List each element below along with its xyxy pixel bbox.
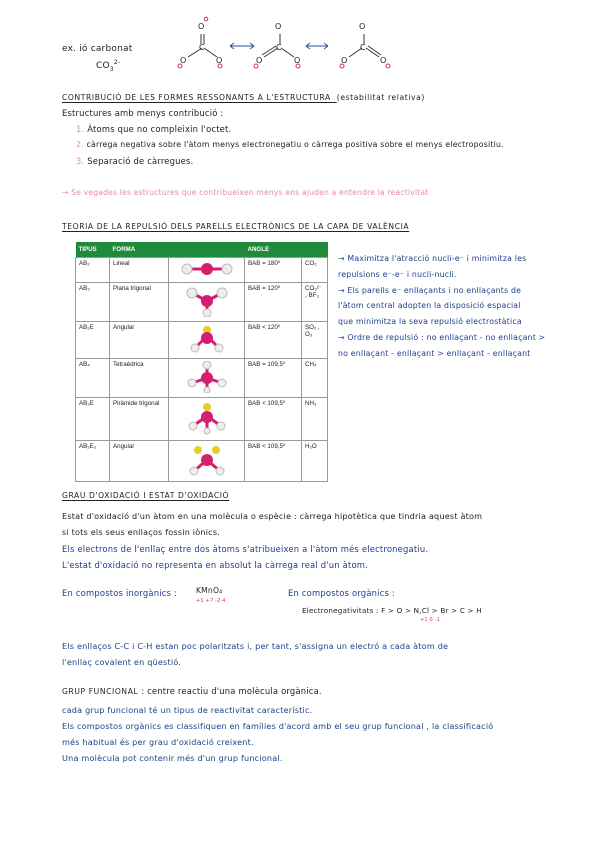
atom-label: O — [294, 56, 301, 65]
vsepr-table — [75, 242, 328, 482]
atom-label: O — [359, 22, 366, 31]
functional-group-lines: cada grup funcional té un tipus de reactivitat característic. Els compostos orgànics es classifiquen en famílies d'acord amb el seu grup funcional , la classificació més habitual és per grau d'oxidació creixent. Una molècula pot contenir més d'un grup funcional. — [62, 705, 494, 763]
resonance-intro: Estructures amb menys contribució : — [62, 108, 224, 118]
vsepr-note-line: repulsions e⁻-e⁻ i nucli-nucli. — [338, 269, 457, 279]
column-header: TIPUS — [76, 242, 110, 258]
molecule-model-trigonal-pyramid — [169, 398, 245, 441]
vsepr-note-line: l'àtom central adopten la disposició espacial — [338, 301, 521, 311]
table-row: AB₃E Piràmide trigonal BAB < 109,5⁰ NH₃ — [76, 398, 328, 441]
table-row: AB₃ Plana trigonal BAB = 120⁰ CO₃²⁻ , BF₃ — [76, 283, 328, 322]
column-header — [302, 242, 328, 258]
table-row: AB₄ Tetraèdrica BAB = 109,5⁰ CH₄ — [76, 359, 328, 398]
molecule-model-angular-two-lone-pairs — [169, 441, 245, 482]
organic-oxidation-states: +1 0 -1 — [420, 617, 441, 623]
inorganic-oxidation-states: +1 +7 -2·4 — [196, 598, 226, 604]
column-header — [169, 242, 245, 258]
atom-label: O — [216, 56, 223, 65]
resonance-title: CONTRIBUCIÓ DE LES FORMES RESSONANTS A L'ESTRUCTURA (estabilitat relativa) — [62, 93, 425, 102]
organic-label: En compostos orgànics : — [288, 588, 395, 598]
molecule-model-tetrahedral — [169, 359, 245, 398]
column-header: FORMA — [110, 242, 169, 258]
vsepr-note-line: que minimitza la seva repulsió electrostàtica — [338, 317, 522, 327]
oxidation-title: GRAU D'OXIDACIÓ I ESTAT D'OXIDACIÓ — [62, 491, 230, 500]
vsepr-note-line: no enllaçant - enllaçant > enllaçant - enllaçant — [338, 348, 531, 358]
molecule-model-trigonal-planar — [169, 283, 245, 322]
resonance-item-2: 2. càrrega negativa sobre l'àtom menys electronegatiu o càrrega positiva sobre el menys electropositiu. — [76, 140, 504, 149]
resonance-note: → Se vegades les estructures que contribueixen menys ens ajuden a entendre la reactivitat — [62, 188, 429, 197]
atom-label: O — [180, 56, 187, 65]
resonance-item-3: 3. Separació de càrregues. — [76, 156, 194, 166]
oxidation-lines: Els electrons de l'enllaç entre dos àtoms s'atribueixen a l'àtom més electronegatiu. L'estat d'oxidació no representa en absolut la càrrega real d'un àtom. — [62, 544, 429, 570]
atom-label: O — [256, 56, 263, 65]
atom-label: O — [198, 22, 205, 31]
functional-group-heading: GRUP FUNCIONAL : centre reactiu d'una molècula orgànica. — [62, 686, 322, 696]
vsepr-header-row — [76, 242, 328, 258]
resonance-item-1: 1. Àtoms que no compleixin l'octet. — [76, 124, 232, 134]
resonance-atoms — [168, 14, 438, 74]
cc-bond-note: Els enllaços C-C i C-H estan poc polaritzats i, per tant, s'assigna un electró a cada àtom de l'enllaç covalent en qüestió. — [62, 641, 449, 667]
inorganic-formula: KMnO₄ — [196, 586, 223, 595]
inorganic-label: En compostos inorgànics : — [62, 588, 177, 598]
carbonate-formula: $CO_3^{2-}$ — [96, 59, 121, 73]
vsepr-note-line: → Ordre de repulsió : no enllaçant - no enllaçant > — [338, 332, 546, 342]
vsepr-note-line: → Els parells e⁻ enllaçants i no enllaçants de — [338, 285, 522, 295]
vsepr-note-line: → Maximitza l'atracció nucli-e⁻ i minimitza les — [338, 254, 527, 263]
atom-label: C — [199, 43, 205, 52]
vsepr-title: TEORIA DE LA REPULSIÓ DELS PARELLS ELECTRÒNICS DE LA CAPA DE VALÈNCIA — [62, 222, 410, 231]
molecule-model-angular — [169, 322, 245, 359]
atom-label: C — [360, 43, 366, 52]
atom-label: C — [276, 43, 282, 52]
table-row: AB₂E₂ Angular BAB < 109,5⁰ H₂O — [76, 441, 328, 482]
example-label: ex. ió carbonat — [62, 44, 133, 54]
vsepr-notes — [338, 251, 545, 362]
atom-label: O — [341, 56, 348, 65]
table-row: AB₂E Angular BAB < 120⁰ SO₂ , O₃ — [76, 322, 328, 359]
column-header: ANGLE — [245, 242, 302, 258]
table-row: AB₂ Lineal BAB = 180⁰ CO₂ — [76, 258, 328, 283]
organic-electronegativities: Electronegativitats : F > O > N,Cl > Br > C > H — [302, 606, 482, 615]
atom-label: O — [275, 22, 282, 31]
molecule-model-linear — [169, 258, 245, 283]
atom-label: O — [380, 56, 387, 65]
oxidation-definition: Estat d'oxidació d'un àtom en una molècula o espècie : càrrega hipotètica que tindria aquest àtom si tots els seus enllaços fossin iònics. — [62, 511, 483, 537]
